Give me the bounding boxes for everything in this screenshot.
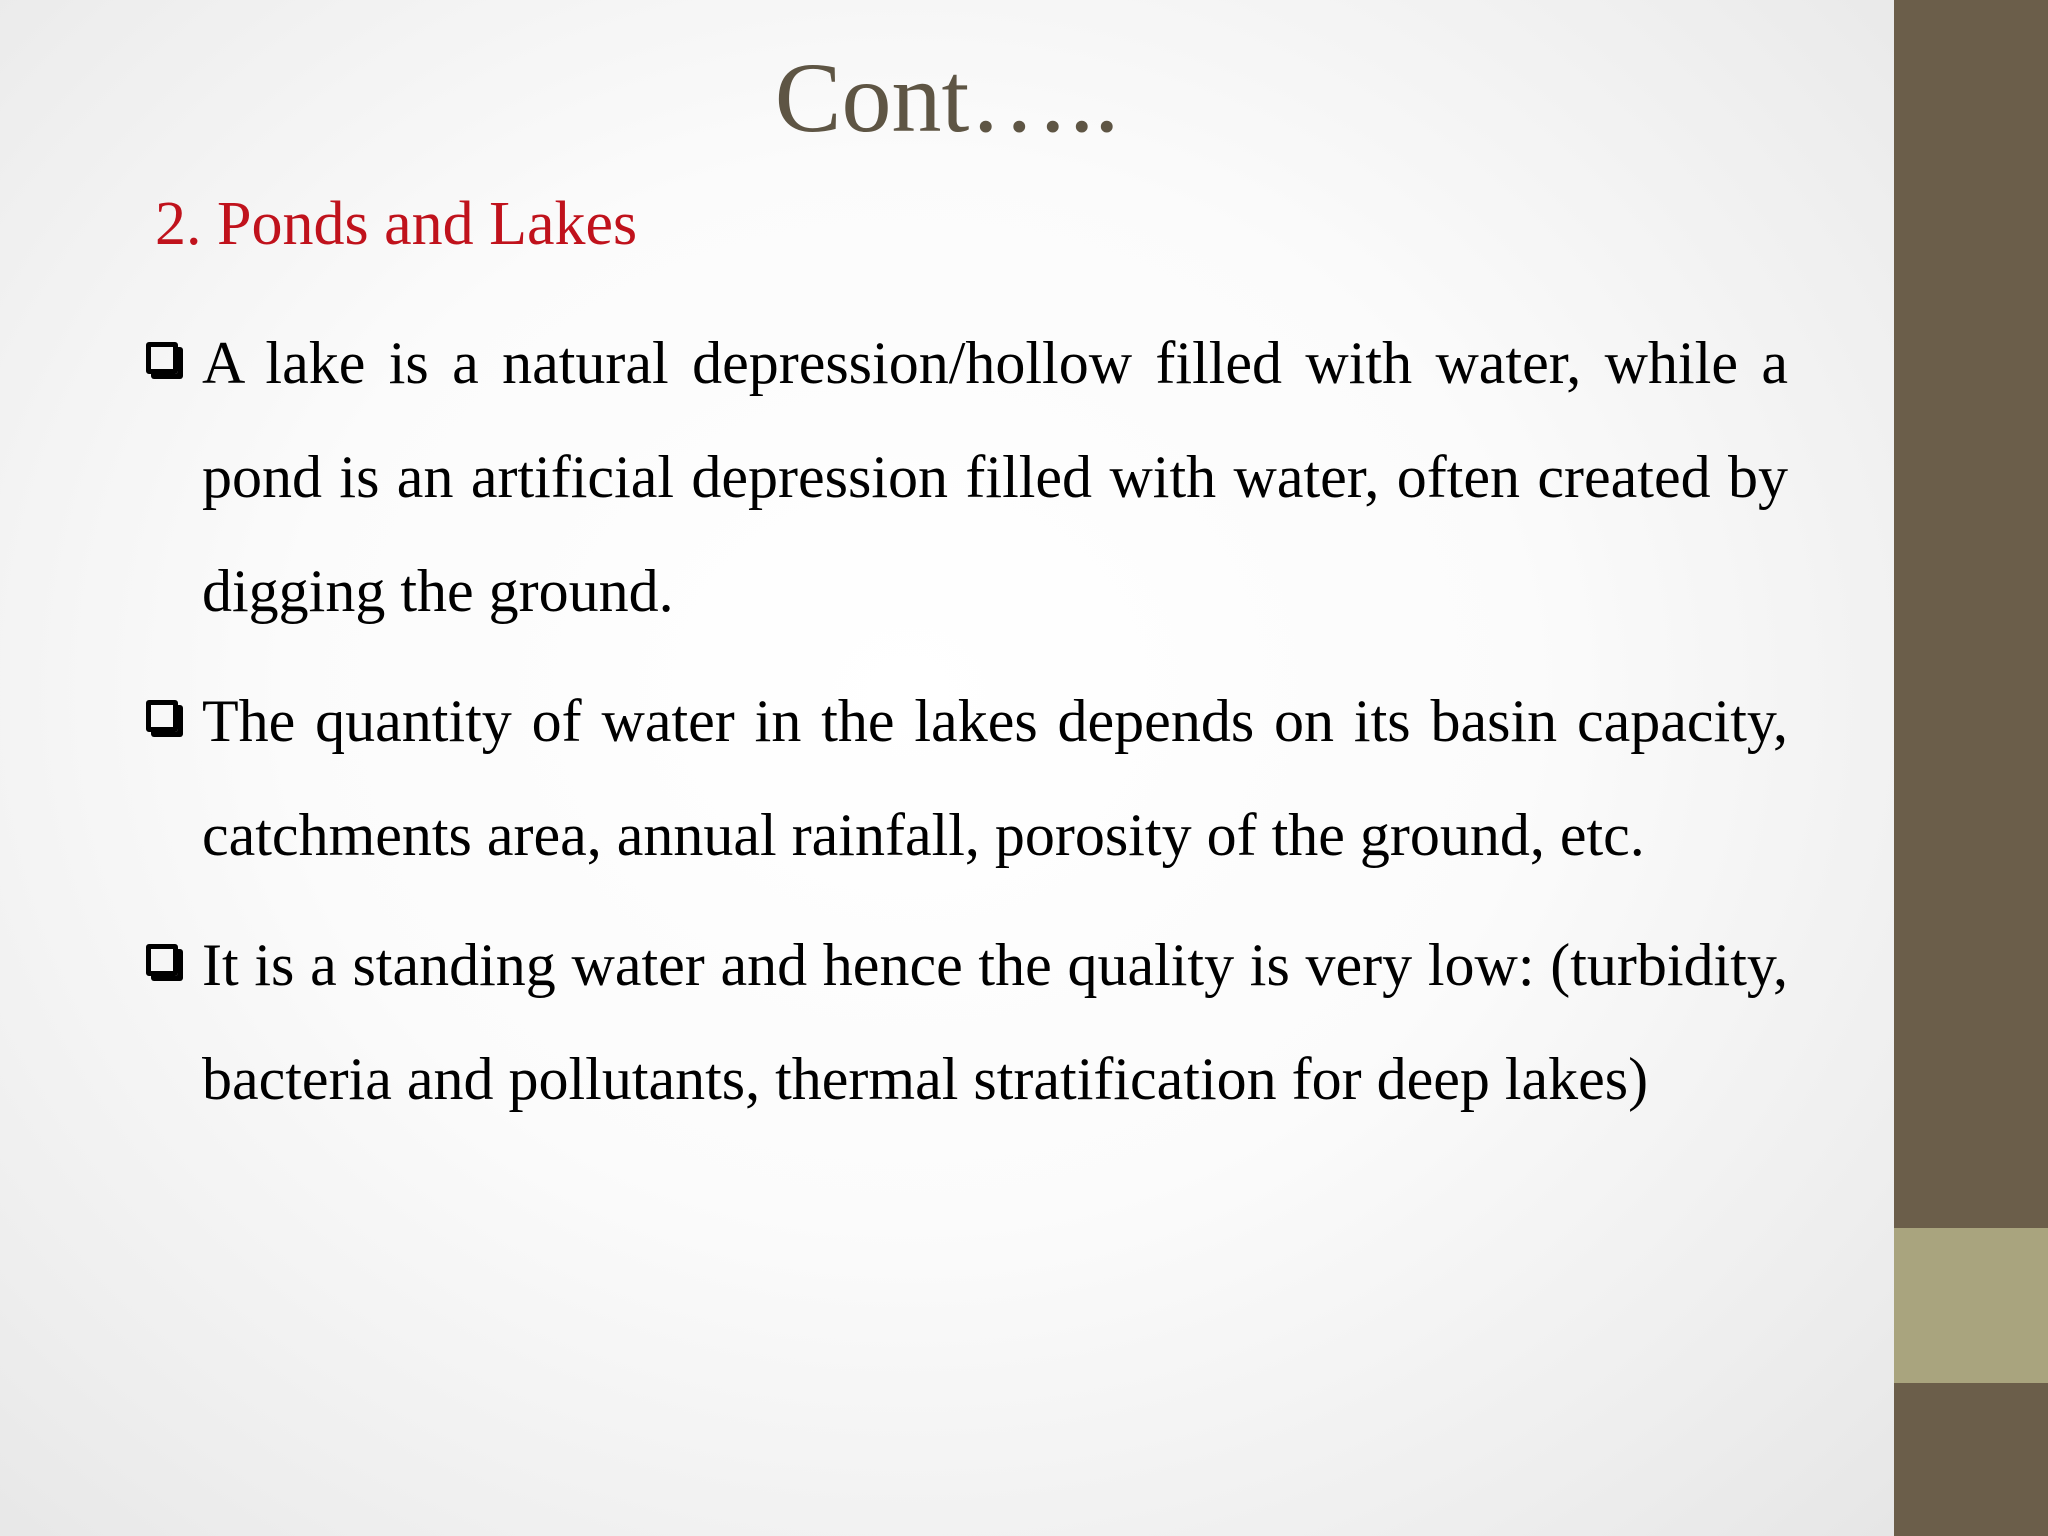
checkbox-bullet-icon <box>146 944 178 976</box>
bullet-item <box>140 306 1788 648</box>
bullet-text: The quantity of water in the lakes depends on its basin capacity, catchments area, annual rainfall, porosity of the ground, etc. <box>202 688 1788 868</box>
slide-title: Cont….. <box>774 42 1120 153</box>
decorative-side-accent <box>1894 1228 2048 1383</box>
slide-subtitle: 2. Ponds and Lakes <box>155 190 638 258</box>
bullet-text: A lake is a natural depression/hollow filled with water, while a pond is an artificial depression filled with water, often created by digging the ground. <box>202 330 1788 624</box>
checkbox-bullet-icon <box>146 700 178 732</box>
bullet-list <box>140 306 1788 1152</box>
bullet-item <box>140 664 1788 892</box>
bullet-text: It is a standing water and hence the quality is very low: (turbidity, bacteria and pollutants, thermal stratification for deep lakes) <box>202 932 1788 1112</box>
checkbox-bullet-icon <box>146 342 178 374</box>
bullet-item <box>140 908 1788 1136</box>
